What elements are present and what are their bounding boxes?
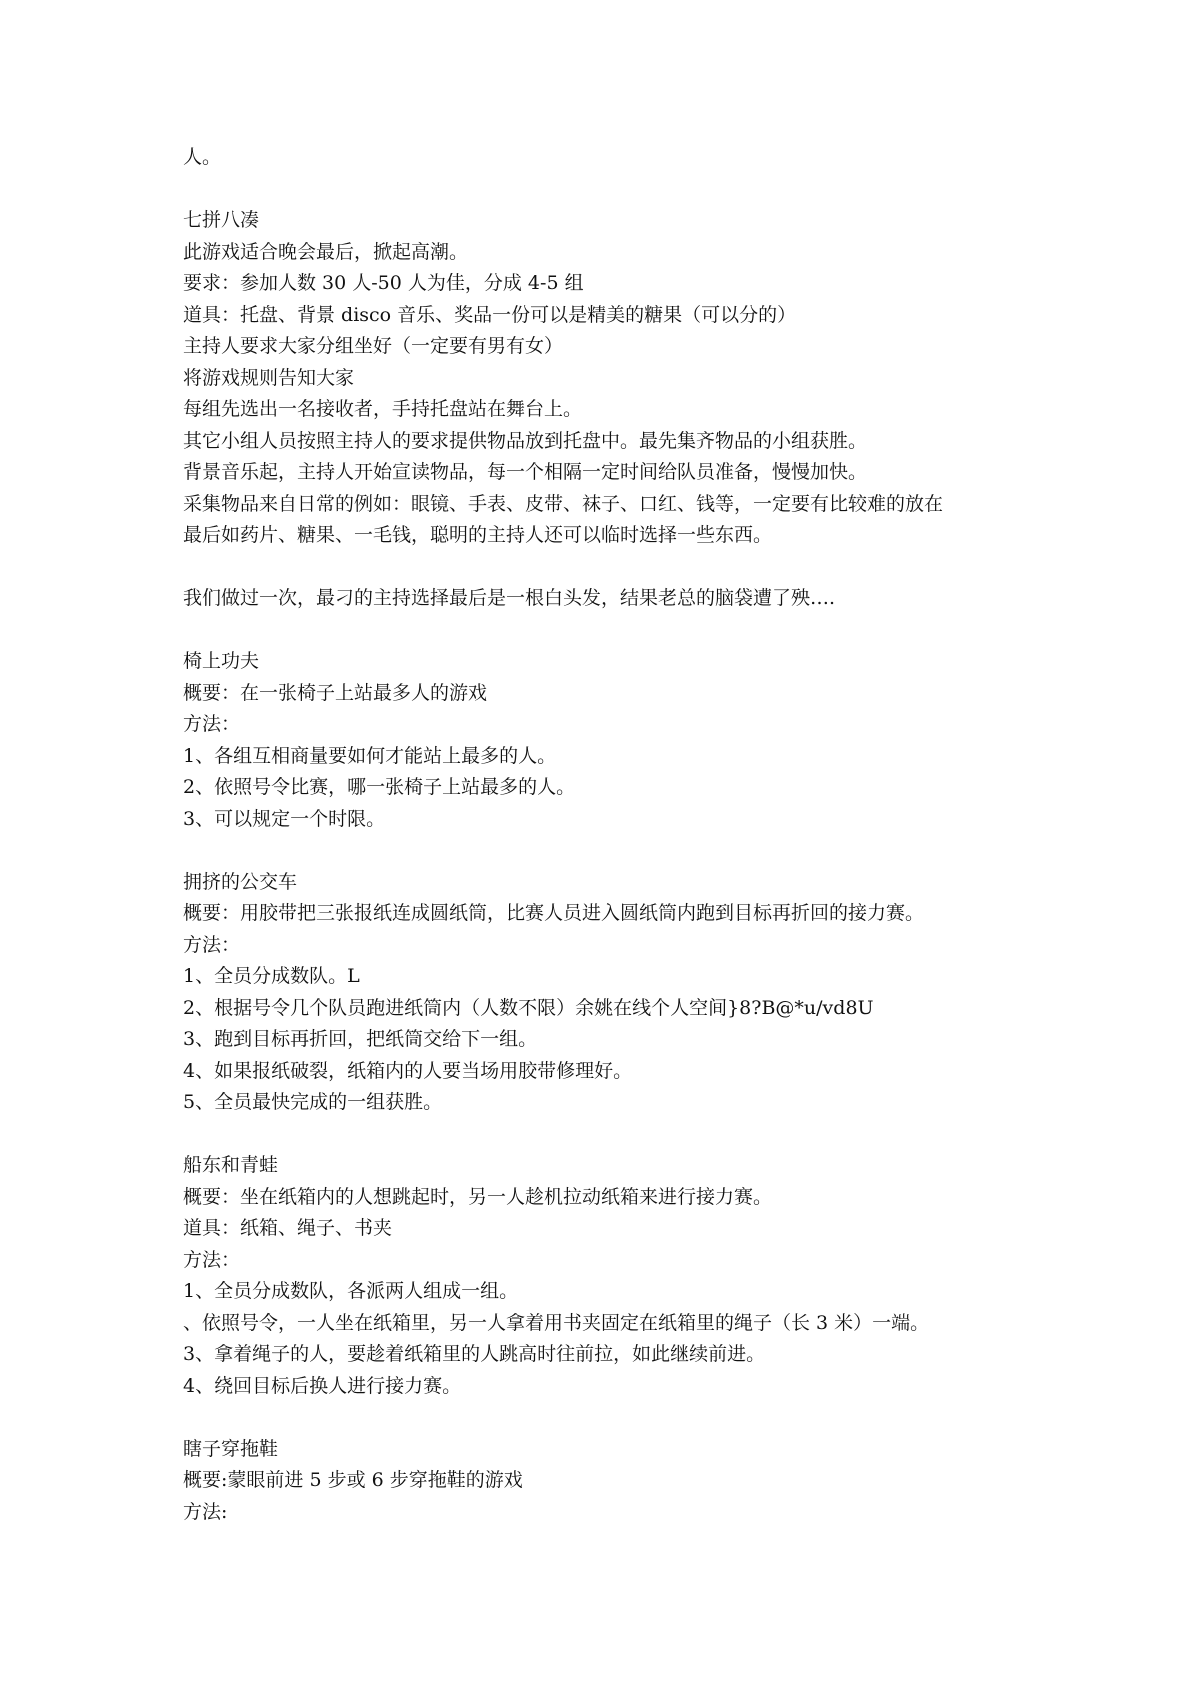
text-line: 概要：坐在纸箱内的人想跳起时，另一人趁机拉动纸箱来进行接力赛。	[183, 1185, 773, 1208]
text-line: 采集物品来自日常的例如：眼镜、手表、皮带、袜子、口红、钱等，一定要有比较难的放在	[183, 492, 944, 515]
blank-line	[183, 174, 1063, 206]
text-line: 将游戏规则告知大家	[183, 366, 355, 389]
blank-line	[183, 552, 1063, 584]
section-title: 瞎子穿拖鞋	[183, 1437, 279, 1460]
list-item: 3、拿着绳子的人，要趁着纸箱里的人跳高时往前拉，如此继续前进。	[183, 1343, 766, 1365]
text-line: 每组先选出一名接收者，手持托盘站在舞台上。	[183, 398, 583, 420]
text-line: 方法：	[183, 713, 241, 735]
list-item: 2、依照号令比赛，哪一张椅子上站最多的人。	[183, 776, 576, 798]
blank-line	[183, 835, 1063, 867]
list-item: 1、全员分成数队，各派两人组成一组。	[183, 1280, 519, 1302]
list-item: 5、全员最快完成的一组获胜。	[183, 1091, 443, 1113]
text-line: 人。	[183, 146, 222, 168]
text-line: 概要：用胶带把三张报纸连成圆纸筒，比赛人员进入圆纸筒内跑到目标再折回的接力赛。	[183, 902, 925, 924]
list-item: 4、绕回目标后换人进行接力赛。	[183, 1374, 462, 1397]
text-line: 道具：托盘、背景 disco 音乐、奖品一份可以是精美的糖果（可以分的）	[183, 303, 797, 326]
text-line: 要求：参加人数 30 人-50 人为佳，分成 4-5 组	[183, 272, 584, 294]
text-line: 其它小组人员按照主持人的要求提供物品放到托盘中。最先集齐物品的小组获胜。	[183, 429, 868, 452]
list-item: 3、跑到目标再折回，把纸筒交给下一组。	[183, 1028, 538, 1050]
section-title: 船东和青蛙	[183, 1154, 279, 1176]
blank-line	[183, 1119, 1063, 1151]
list-item: 、依照号令，一人坐在纸箱里，另一人拿着用书夹固定在纸箱里的绳子（长 3 米）一端。	[183, 1311, 930, 1334]
list-item: 1、全员分成数队。L	[183, 965, 360, 987]
text-line: 道具：纸箱、绳子、书夹	[183, 1217, 393, 1239]
text-line: 最后如药片、糖果、一毛钱，聪明的主持人还可以临时选择一些东西。	[183, 524, 773, 546]
list-item: 3、可以规定一个时限。	[183, 807, 386, 830]
text-line: 概要：在一张椅子上站最多人的游戏	[183, 681, 488, 704]
text-line: 背景音乐起，主持人开始宣读物品，每一个相隔一定时间给队员准备，慢慢加快。	[183, 461, 868, 483]
list-item: 1、各组互相商量要如何才能站上最多的人。	[183, 744, 557, 767]
section-title: 椅上功夫	[183, 650, 260, 672]
text-line: 方法：	[183, 933, 241, 956]
blank-line	[183, 1402, 1063, 1434]
text-line: 此游戏适合晚会最后，掀起高潮。	[183, 240, 469, 263]
blank-line	[183, 615, 1063, 647]
text-line: 我们做过一次，最刁的主持选择最后是一根白头发，结果老总的脑袋遭了殃….	[183, 587, 836, 609]
text-line: 概要:蒙眼前进 5 步或 6 步穿拖鞋的游戏	[183, 1469, 523, 1491]
section-title: 七拼八凑	[183, 209, 260, 231]
section-title: 拥挤的公交车	[183, 870, 298, 893]
text-line: 方法:	[183, 1500, 228, 1523]
text-line: 主持人要求大家分组坐好（一定要有男有女）	[183, 335, 564, 357]
list-item: 2、根据号令几个队员跑进纸筒内（人数不限）余姚在线个人空间}8?B@*u/vd8U	[183, 996, 874, 1019]
text-line: 方法：	[183, 1248, 241, 1271]
list-item: 4、如果报纸破裂，纸箱内的人要当场用胶带修理好。	[183, 1059, 633, 1082]
document-body	[183, 142, 1063, 1528]
